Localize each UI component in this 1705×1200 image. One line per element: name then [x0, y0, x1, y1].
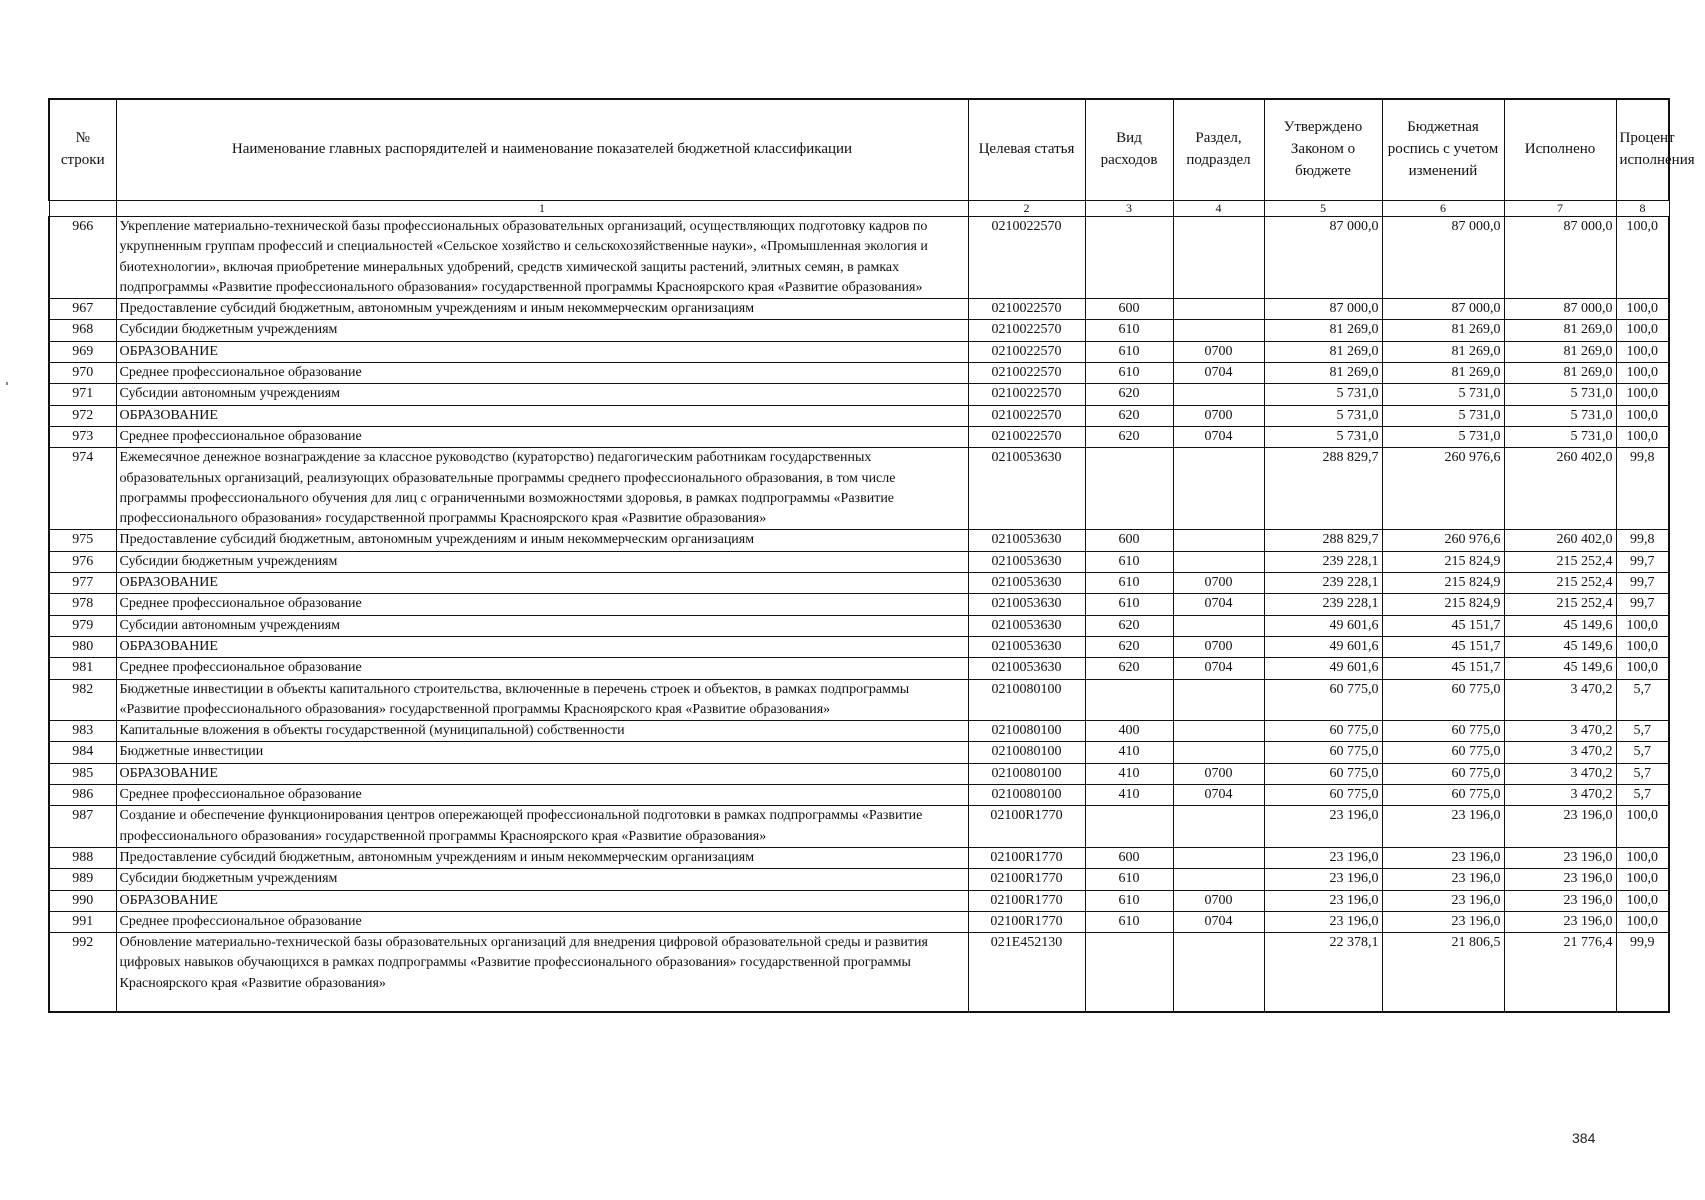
header-row-no: № строки — [49, 99, 116, 201]
executed-amount-cell: 215 252,4 — [1504, 594, 1616, 615]
table-row — [49, 742, 1669, 763]
executed-amount-cell: 81 269,0 — [1504, 363, 1616, 384]
expense-type-cell — [1085, 448, 1173, 530]
execution-percent-cell: 100,0 — [1616, 636, 1669, 657]
indicator-name-cell: Ежемесячное денежное вознаграждение за классное руководство (кураторство) педагогическим работникам государственных образовательных организаций, реализующих образовательные программы среднего профессионального образования, в том числе программы профессионального обучения для лиц с ограниченными возможностями здоровья, в рамках подпрограммы «Развитие профессионального образования» государственной программы Красноярского края «Развитие образования» — [116, 448, 968, 530]
section-cell: 0704 — [1173, 658, 1264, 679]
execution-percent-cell: 100,0 — [1616, 806, 1669, 848]
expense-type-cell: 610 — [1085, 341, 1173, 362]
approved-amount-cell: 87 000,0 — [1264, 299, 1382, 320]
target-article-cell: 02100R1770 — [968, 869, 1085, 890]
executed-amount-cell: 45 149,6 — [1504, 658, 1616, 679]
section-cell — [1173, 869, 1264, 890]
expense-type-cell: 620 — [1085, 384, 1173, 405]
expense-type-cell: 610 — [1085, 573, 1173, 594]
indicator-name-cell: Субсидии бюджетным учреждениям — [116, 869, 968, 890]
executed-amount-cell: 215 252,4 — [1504, 551, 1616, 572]
execution-percent-cell: 100,0 — [1616, 847, 1669, 868]
approved-amount-cell: 60 775,0 — [1264, 679, 1382, 721]
row-number-cell: 975 — [49, 530, 116, 551]
approved-amount-cell: 23 196,0 — [1264, 847, 1382, 868]
target-article-cell: 0210022570 — [968, 299, 1085, 320]
approved-amount-cell: 60 775,0 — [1264, 763, 1382, 784]
indicator-name-cell: Среднее профессиональное образование — [116, 658, 968, 679]
section-cell: 0700 — [1173, 405, 1264, 426]
revised-amount-cell: 215 824,9 — [1382, 573, 1504, 594]
revised-amount-cell: 60 775,0 — [1382, 721, 1504, 742]
approved-amount-cell: 23 196,0 — [1264, 806, 1382, 848]
execution-percent-cell: 99,9 — [1616, 933, 1669, 1013]
revised-amount-cell: 23 196,0 — [1382, 806, 1504, 848]
target-article-cell: 0210053630 — [968, 615, 1085, 636]
row-number-cell: 986 — [49, 785, 116, 806]
table-row — [49, 806, 1669, 848]
table-row — [49, 448, 1669, 530]
section-cell — [1173, 530, 1264, 551]
execution-percent-cell: 100,0 — [1616, 658, 1669, 679]
executed-amount-cell: 23 196,0 — [1504, 847, 1616, 868]
indicator-name-cell: ОБРАЗОВАНИЕ — [116, 890, 968, 911]
approved-amount-cell: 23 196,0 — [1264, 911, 1382, 932]
row-number-cell: 976 — [49, 551, 116, 572]
section-cell — [1173, 217, 1264, 299]
execution-percent-cell: 100,0 — [1616, 363, 1669, 384]
column-number-blank — [49, 201, 116, 217]
executed-amount-cell: 81 269,0 — [1504, 341, 1616, 362]
table-row — [49, 869, 1669, 890]
executed-amount-cell: 3 470,2 — [1504, 721, 1616, 742]
indicator-name-cell: Субсидии бюджетным учреждениям — [116, 551, 968, 572]
section-cell: 0704 — [1173, 785, 1264, 806]
expense-type-cell — [1085, 217, 1173, 299]
target-article-cell: 0210022570 — [968, 217, 1085, 299]
revised-amount-cell: 5 731,0 — [1382, 426, 1504, 447]
executed-amount-cell: 81 269,0 — [1504, 320, 1616, 341]
indicator-name-cell: Среднее профессиональное образование — [116, 911, 968, 932]
header-section: Раздел, подраздел — [1173, 99, 1264, 201]
column-number: 3 — [1085, 201, 1173, 217]
header-percent: Процент исполнения — [1616, 99, 1669, 201]
approved-amount-cell: 87 000,0 — [1264, 217, 1382, 299]
row-number-cell: 983 — [49, 721, 116, 742]
row-number-cell: 973 — [49, 426, 116, 447]
row-number-cell: 985 — [49, 763, 116, 784]
expense-type-cell: 600 — [1085, 530, 1173, 551]
approved-amount-cell: 288 829,7 — [1264, 530, 1382, 551]
revised-amount-cell: 45 151,7 — [1382, 615, 1504, 636]
section-cell — [1173, 299, 1264, 320]
table-row — [49, 658, 1669, 679]
executed-amount-cell: 23 196,0 — [1504, 890, 1616, 911]
execution-percent-cell: 99,7 — [1616, 594, 1669, 615]
expense-type-cell — [1085, 679, 1173, 721]
expense-type-cell: 620 — [1085, 615, 1173, 636]
revised-amount-cell: 60 775,0 — [1382, 763, 1504, 784]
executed-amount-cell: 3 470,2 — [1504, 763, 1616, 784]
section-cell: 0700 — [1173, 636, 1264, 657]
table-row — [49, 341, 1669, 362]
section-cell: 0704 — [1173, 426, 1264, 447]
table-row — [49, 785, 1669, 806]
row-number-cell: 969 — [49, 341, 116, 362]
expense-type-cell: 610 — [1085, 551, 1173, 572]
row-number-cell: 977 — [49, 573, 116, 594]
row-number-cell: 966 — [49, 217, 116, 299]
execution-percent-cell: 5,7 — [1616, 679, 1669, 721]
approved-amount-cell: 5 731,0 — [1264, 426, 1382, 447]
section-cell — [1173, 721, 1264, 742]
target-article-cell: 0210080100 — [968, 679, 1085, 721]
revised-amount-cell: 45 151,7 — [1382, 636, 1504, 657]
table-row — [49, 530, 1669, 551]
indicator-name-cell: Предоставление субсидий бюджетным, автономным учреждениям и иным некоммерческим организациям — [116, 299, 968, 320]
target-article-cell: 0210080100 — [968, 742, 1085, 763]
row-number-cell: 971 — [49, 384, 116, 405]
expense-type-cell: 620 — [1085, 405, 1173, 426]
revised-amount-cell: 60 775,0 — [1382, 742, 1504, 763]
expense-type-cell: 600 — [1085, 847, 1173, 868]
table-row — [49, 679, 1669, 721]
revised-amount-cell: 60 775,0 — [1382, 679, 1504, 721]
revised-amount-cell: 60 775,0 — [1382, 785, 1504, 806]
target-article-cell: 0210080100 — [968, 721, 1085, 742]
approved-amount-cell: 81 269,0 — [1264, 320, 1382, 341]
target-article-cell: 02100R1770 — [968, 890, 1085, 911]
indicator-name-cell: Предоставление субсидий бюджетным, автономным учреждениям и иным некоммерческим организациям — [116, 847, 968, 868]
target-article-cell: 0210053630 — [968, 658, 1085, 679]
indicator-name-cell: ОБРАЗОВАНИЕ — [116, 341, 968, 362]
expense-type-cell: 610 — [1085, 594, 1173, 615]
table-row — [49, 384, 1669, 405]
section-cell — [1173, 384, 1264, 405]
execution-percent-cell: 100,0 — [1616, 217, 1669, 299]
target-article-cell: 0210053630 — [968, 530, 1085, 551]
target-article-cell: 0210022570 — [968, 341, 1085, 362]
table-row — [49, 363, 1669, 384]
table-row — [49, 721, 1669, 742]
execution-percent-cell: 100,0 — [1616, 341, 1669, 362]
table-row — [49, 636, 1669, 657]
target-article-cell: 0210022570 — [968, 384, 1085, 405]
section-cell: 0700 — [1173, 763, 1264, 784]
approved-amount-cell: 5 731,0 — [1264, 384, 1382, 405]
revised-amount-cell: 23 196,0 — [1382, 911, 1504, 932]
target-article-cell: 0210022570 — [968, 320, 1085, 341]
executed-amount-cell: 45 149,6 — [1504, 636, 1616, 657]
row-number-cell: 989 — [49, 869, 116, 890]
section-cell: 0700 — [1173, 573, 1264, 594]
header-name: Наименование главных распорядителей и наименование показателей бюджетной классификации — [116, 99, 968, 201]
executed-amount-cell: 5 731,0 — [1504, 405, 1616, 426]
table-row — [49, 217, 1669, 299]
executed-amount-cell: 215 252,4 — [1504, 573, 1616, 594]
approved-amount-cell: 60 775,0 — [1264, 785, 1382, 806]
row-number-cell: 992 — [49, 933, 116, 1013]
header-approved: Утверждено Законом о бюджете — [1264, 99, 1382, 201]
row-number-cell: 987 — [49, 806, 116, 848]
indicator-name-cell: ОБРАЗОВАНИЕ — [116, 405, 968, 426]
execution-percent-cell: 5,7 — [1616, 742, 1669, 763]
execution-percent-cell: 99,8 — [1616, 530, 1669, 551]
executed-amount-cell: 260 402,0 — [1504, 530, 1616, 551]
expense-type-cell: 620 — [1085, 426, 1173, 447]
section-cell — [1173, 320, 1264, 341]
row-number-cell: 968 — [49, 320, 116, 341]
indicator-name-cell: Обновление материально-технической базы образовательных организаций для внедрения цифровой образовательной среды и развития цифровых навыков обучающихся в рамках подпрограммы «Развитие профессионального образования» государственной программы Красноярского края «Развитие образования» — [116, 933, 968, 1013]
indicator-name-cell: Субсидии автономным учреждениям — [116, 384, 968, 405]
column-number-row — [49, 201, 1669, 217]
revised-amount-cell: 23 196,0 — [1382, 847, 1504, 868]
section-cell — [1173, 806, 1264, 848]
revised-amount-cell: 23 196,0 — [1382, 890, 1504, 911]
target-article-cell: 0210053630 — [968, 551, 1085, 572]
expense-type-cell: 610 — [1085, 869, 1173, 890]
approved-amount-cell: 81 269,0 — [1264, 363, 1382, 384]
row-number-cell: 984 — [49, 742, 116, 763]
row-number-cell: 967 — [49, 299, 116, 320]
execution-percent-cell: 5,7 — [1616, 763, 1669, 784]
approved-amount-cell: 49 601,6 — [1264, 615, 1382, 636]
target-article-cell: 0210053630 — [968, 594, 1085, 615]
expense-type-cell: 410 — [1085, 785, 1173, 806]
column-number: 4 — [1173, 201, 1264, 217]
execution-percent-cell: 5,7 — [1616, 721, 1669, 742]
indicator-name-cell: Предоставление субсидий бюджетным, автономным учреждениям и иным некоммерческим организациям — [116, 530, 968, 551]
executed-amount-cell: 87 000,0 — [1504, 299, 1616, 320]
approved-amount-cell: 239 228,1 — [1264, 551, 1382, 572]
table-row — [49, 615, 1669, 636]
row-number-cell: 981 — [49, 658, 116, 679]
execution-percent-cell: 100,0 — [1616, 911, 1669, 932]
section-cell — [1173, 551, 1264, 572]
indicator-name-cell: ОБРАЗОВАНИЕ — [116, 636, 968, 657]
budget-execution-table — [48, 98, 1695, 1013]
revised-amount-cell: 81 269,0 — [1382, 363, 1504, 384]
column-number: 7 — [1504, 201, 1616, 217]
table-row — [49, 320, 1669, 341]
indicator-name-cell: Субсидии автономным учреждениям — [116, 615, 968, 636]
target-article-cell: 0210080100 — [968, 785, 1085, 806]
row-number-cell: 978 — [49, 594, 116, 615]
table-row — [49, 299, 1669, 320]
execution-percent-cell: 100,0 — [1616, 869, 1669, 890]
expense-type-cell — [1085, 933, 1173, 1013]
expense-type-cell: 400 — [1085, 721, 1173, 742]
scan-mark — [6, 382, 8, 385]
target-article-cell: 02100R1770 — [968, 847, 1085, 868]
target-article-cell: 0210080100 — [968, 763, 1085, 784]
row-number-cell: 980 — [49, 636, 116, 657]
row-number-cell: 991 — [49, 911, 116, 932]
revised-amount-cell: 87 000,0 — [1382, 299, 1504, 320]
approved-amount-cell: 49 601,6 — [1264, 658, 1382, 679]
section-cell: 0704 — [1173, 911, 1264, 932]
revised-amount-cell: 81 269,0 — [1382, 320, 1504, 341]
execution-percent-cell: 99,7 — [1616, 573, 1669, 594]
header-target-article: Целевая статья — [968, 99, 1085, 201]
executed-amount-cell: 21 776,4 — [1504, 933, 1616, 1013]
executed-amount-cell: 260 402,0 — [1504, 448, 1616, 530]
execution-percent-cell: 5,7 — [1616, 785, 1669, 806]
approved-amount-cell: 23 196,0 — [1264, 890, 1382, 911]
expense-type-cell: 410 — [1085, 742, 1173, 763]
section-cell — [1173, 615, 1264, 636]
column-number: 8 — [1616, 201, 1669, 217]
approved-amount-cell: 81 269,0 — [1264, 341, 1382, 362]
table-row — [49, 594, 1669, 615]
table-row — [49, 551, 1669, 572]
section-cell — [1173, 933, 1264, 1013]
execution-percent-cell: 100,0 — [1616, 384, 1669, 405]
executed-amount-cell: 3 470,2 — [1504, 785, 1616, 806]
executed-amount-cell: 23 196,0 — [1504, 869, 1616, 890]
row-number-cell: 988 — [49, 847, 116, 868]
table-row — [49, 426, 1669, 447]
target-article-cell: 0210022570 — [968, 426, 1085, 447]
revised-amount-cell: 81 269,0 — [1382, 341, 1504, 362]
executed-amount-cell: 87 000,0 — [1504, 217, 1616, 299]
indicator-name-cell: Укрепление материально-технической базы профессиональных образовательных организаций, осуществляющих подготовку кадров по укрупненным группам профессий и специальностей «Сельское хозяйство и сельскохозяйственные науки», «Промышленная экология и биотехнологии», включая приобретение минеральных удобрений, средств химической защиты растений, элитных семян, в рамках подпрограммы «Развитие профессионального образования» государственной программы Красноярского края «Развитие образования» — [116, 217, 968, 299]
table-row — [49, 573, 1669, 594]
execution-percent-cell: 100,0 — [1616, 405, 1669, 426]
target-article-cell: 0210053630 — [968, 573, 1085, 594]
execution-percent-cell: 99,7 — [1616, 551, 1669, 572]
executed-amount-cell: 3 470,2 — [1504, 679, 1616, 721]
revised-amount-cell: 260 976,6 — [1382, 530, 1504, 551]
revised-amount-cell: 260 976,6 — [1382, 448, 1504, 530]
row-number-cell: 990 — [49, 890, 116, 911]
section-cell: 0704 — [1173, 363, 1264, 384]
column-number: 1 — [116, 201, 968, 217]
executed-amount-cell: 23 196,0 — [1504, 806, 1616, 848]
row-number-cell: 982 — [49, 679, 116, 721]
approved-amount-cell: 239 228,1 — [1264, 573, 1382, 594]
revised-amount-cell: 5 731,0 — [1382, 405, 1504, 426]
row-number-cell: 979 — [49, 615, 116, 636]
approved-amount-cell: 49 601,6 — [1264, 636, 1382, 657]
row-number-cell: 970 — [49, 363, 116, 384]
table-row — [49, 405, 1669, 426]
indicator-name-cell: Капитальные вложения в объекты государственной (муниципальной) собственности — [116, 721, 968, 742]
section-cell — [1173, 847, 1264, 868]
execution-percent-cell: 100,0 — [1616, 320, 1669, 341]
indicator-name-cell: Среднее профессиональное образование — [116, 594, 968, 615]
target-article-cell: 0210053630 — [968, 636, 1085, 657]
indicator-name-cell: Бюджетные инвестиции — [116, 742, 968, 763]
section-cell — [1173, 679, 1264, 721]
section-cell: 0700 — [1173, 890, 1264, 911]
row-number-cell: 974 — [49, 448, 116, 530]
expense-type-cell: 610 — [1085, 911, 1173, 932]
indicator-name-cell: Среднее профессиональное образование — [116, 785, 968, 806]
execution-percent-cell: 99,8 — [1616, 448, 1669, 530]
header-revised: Бюджетная роспись с учетом изменений — [1382, 99, 1504, 201]
target-article-cell: 02100R1770 — [968, 911, 1085, 932]
approved-amount-cell: 60 775,0 — [1264, 721, 1382, 742]
table-row — [49, 890, 1669, 911]
row-number-cell: 972 — [49, 405, 116, 426]
approved-amount-cell: 60 775,0 — [1264, 742, 1382, 763]
section-cell: 0704 — [1173, 594, 1264, 615]
executed-amount-cell: 45 149,6 — [1504, 615, 1616, 636]
execution-percent-cell: 100,0 — [1616, 299, 1669, 320]
indicator-name-cell: Среднее профессиональное образование — [116, 363, 968, 384]
execution-percent-cell: 100,0 — [1616, 426, 1669, 447]
execution-percent-cell: 100,0 — [1616, 890, 1669, 911]
budget-report-sheet — [48, 98, 1695, 1013]
executed-amount-cell: 23 196,0 — [1504, 911, 1616, 932]
executed-amount-cell: 3 470,2 — [1504, 742, 1616, 763]
indicator-name-cell: ОБРАЗОВАНИЕ — [116, 573, 968, 594]
table-row — [49, 763, 1669, 784]
indicator-name-cell: Среднее профессиональное образование — [116, 426, 968, 447]
expense-type-cell — [1085, 806, 1173, 848]
section-cell — [1173, 448, 1264, 530]
target-article-cell: 021E452130 — [968, 933, 1085, 1013]
indicator-name-cell: Бюджетные инвестиции в объекты капитального строительства, включенные в перечень строек и объектов, в рамках подпрограммы «Развитие профессионального образования» государственной программы Красноярского края «Развитие образования» — [116, 679, 968, 721]
table-row — [49, 847, 1669, 868]
indicator-name-cell: Создание и обеспечение функционирования центров опережающей профессиональной подготовки в рамках подпрограммы «Развитие профессионального образования» государственной программы Красноярского края «Развитие образования» — [116, 806, 968, 848]
revised-amount-cell: 23 196,0 — [1382, 869, 1504, 890]
expense-type-cell: 620 — [1085, 658, 1173, 679]
revised-amount-cell: 215 824,9 — [1382, 551, 1504, 572]
approved-amount-cell: 5 731,0 — [1264, 405, 1382, 426]
indicator-name-cell: Субсидии бюджетным учреждениям — [116, 320, 968, 341]
revised-amount-cell: 215 824,9 — [1382, 594, 1504, 615]
expense-type-cell: 610 — [1085, 890, 1173, 911]
target-article-cell: 02100R1770 — [968, 806, 1085, 848]
revised-amount-cell: 5 731,0 — [1382, 384, 1504, 405]
approved-amount-cell: 239 228,1 — [1264, 594, 1382, 615]
column-number: 2 — [968, 201, 1085, 217]
target-article-cell: 0210022570 — [968, 405, 1085, 426]
expense-type-cell: 610 — [1085, 363, 1173, 384]
expense-type-cell: 610 — [1085, 320, 1173, 341]
column-number: 5 — [1264, 201, 1382, 217]
revised-amount-cell: 87 000,0 — [1382, 217, 1504, 299]
approved-amount-cell: 288 829,7 — [1264, 448, 1382, 530]
target-article-cell: 0210022570 — [968, 363, 1085, 384]
header-row — [49, 99, 1669, 201]
header-expense-type: Вид расходов — [1085, 99, 1173, 201]
table-row — [49, 911, 1669, 932]
executed-amount-cell: 5 731,0 — [1504, 384, 1616, 405]
column-number: 6 — [1382, 201, 1504, 217]
section-cell — [1173, 742, 1264, 763]
target-article-cell: 0210053630 — [968, 448, 1085, 530]
expense-type-cell: 600 — [1085, 299, 1173, 320]
revised-amount-cell: 21 806,5 — [1382, 933, 1504, 1013]
approved-amount-cell: 22 378,1 — [1264, 933, 1382, 1013]
table-body — [49, 217, 1669, 1013]
page-number: 384 — [1572, 1130, 1596, 1146]
header-executed: Исполнено — [1504, 99, 1616, 201]
table-row — [49, 933, 1669, 1013]
approved-amount-cell: 23 196,0 — [1264, 869, 1382, 890]
revised-amount-cell: 45 151,7 — [1382, 658, 1504, 679]
expense-type-cell: 410 — [1085, 763, 1173, 784]
executed-amount-cell: 5 731,0 — [1504, 426, 1616, 447]
section-cell: 0700 — [1173, 341, 1264, 362]
expense-type-cell: 620 — [1085, 636, 1173, 657]
execution-percent-cell: 100,0 — [1616, 615, 1669, 636]
indicator-name-cell: ОБРАЗОВАНИЕ — [116, 763, 968, 784]
